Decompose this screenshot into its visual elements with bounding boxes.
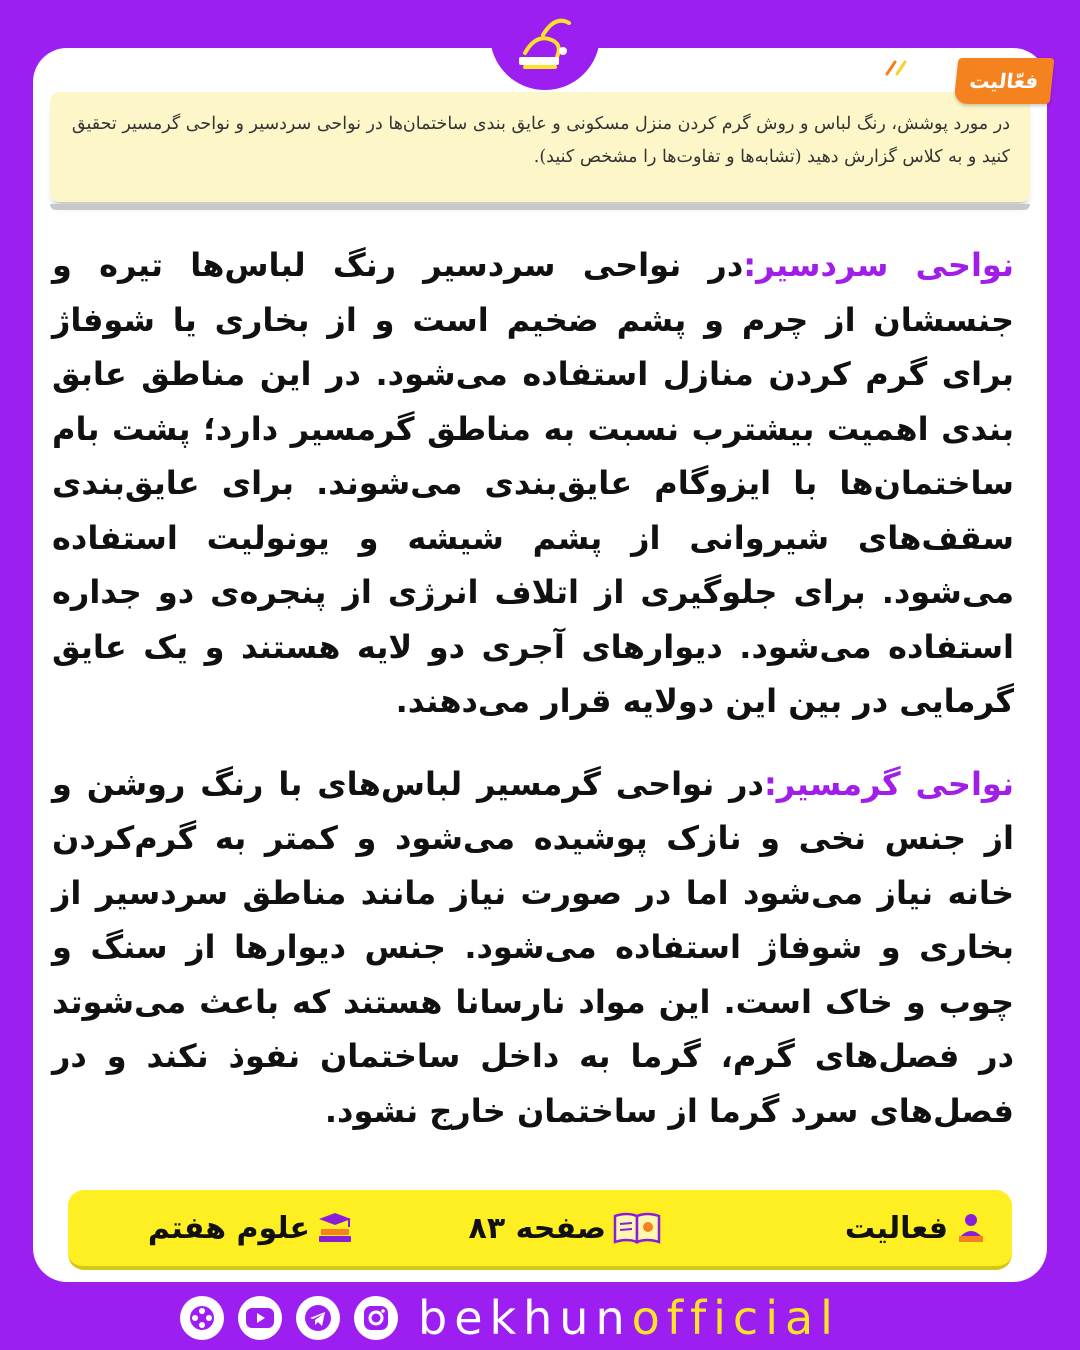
books-icon (316, 1211, 354, 1245)
footer-info-bar (68, 1190, 1012, 1270)
brand-name[interactable] (418, 1290, 840, 1346)
hot-regions-paragraph (52, 757, 1014, 1139)
cold-regions-paragraph (52, 238, 1014, 729)
tag-decoration-icon (883, 58, 913, 78)
footer-subject (148, 1190, 354, 1266)
cold-regions-text: در نواحی سردسیر رنگ لباس‌ها تیره و جنسشان از چرم و پشم ضخیم است و از بخاری یا شوفاژ برای گرم کردن منازل استفاده می‌شود. در این مناطق عابق بندی اهمیت بیشترب نسبت به مناطق گرمسیر دارد؛ پشت بام ساختمان‌ها با ایزوگام عایق‌بندی می‌شوند. برای عایق‌بندی سقف‌های شیروانی از پشم شیشه و یونولیت استفاده می‌شود. برای جلوگیری از اتلاف انرژی از پنجره‌ی دو جداره استفاده می‌شود. دیوارهای آجری دو لایه هستند و یک عایق گرمایی در بین این دولایه قرار می‌دهند. (52, 246, 1014, 720)
film-reel-icon[interactable] (180, 1296, 224, 1340)
footer-activity (845, 1190, 988, 1266)
telegram-icon[interactable] (296, 1296, 340, 1340)
brand-bar (180, 1290, 840, 1346)
brand-name-part2: official (631, 1291, 840, 1345)
teacher-icon (954, 1211, 988, 1245)
cold-regions-heading: نواحی سردسیر: (743, 246, 1015, 284)
footer-activity-label: فعالیت (844, 1210, 948, 1246)
instagram-icon[interactable] (354, 1296, 398, 1340)
hot-regions-heading: نواحی گرمسیر: (763, 764, 1015, 803)
footer-page (469, 1190, 662, 1266)
open-book-icon (612, 1210, 662, 1246)
youtube-icon[interactable] (238, 1296, 282, 1340)
footer-page-label: صفحه ۸۳ (468, 1210, 606, 1246)
answer-content (52, 238, 1014, 1138)
brand-name-part1: bekhun (418, 1291, 632, 1345)
logo-badge (490, 6, 600, 90)
logo-icon (505, 13, 585, 83)
textbook-question: در مورد پوشش، رنگ لباس و روش گرم کردن منزل مسکونی و عایق بندی ساختمان‌ها در نواحی سردسیر و نواحی گرمسیر تحقیق کنید و به کلاس گزارش دهید (تشابه‌ها و تفاوت‌ها را مشخص کنید). (71, 114, 1010, 167)
hot-regions-text: در نواحی گرمسیر لباس‌های با رنگ روشن و از جنس نخی و نازک پوشیده می‌شود و کمتر به گرم‌کردن خانه نیاز می‌شود اما در صورت نیاز مانند مناطق سردسیر از بخاری و شوفاژ استفاده می‌شود. جنس دیوارها از سنگ و چوب و خاک است. این مواد نارسانا هستند که باعث می‌شوتد در فصل‌های گرم، گرما به داخل ساختمان نفوذ نکند و در فصل‌های سرد گرما از ساختمان خارج نشود. (52, 764, 1014, 1130)
footer-subject-label: علوم هفتم (147, 1210, 310, 1246)
activity-tag: فعّالیت (954, 58, 1055, 104)
